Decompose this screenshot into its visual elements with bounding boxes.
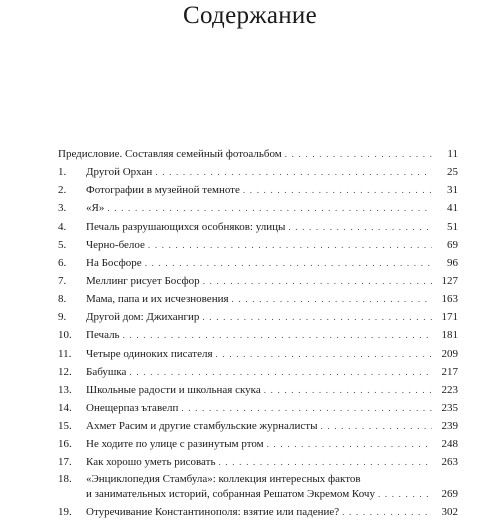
toc-entry-page: 171 — [441, 311, 458, 324]
dot-leader — [243, 181, 432, 199]
toc-entry-number: 17. — [58, 456, 72, 469]
toc-entry — [58, 453, 458, 471]
toc-entry-text: Предисловие. Составляя семейный фотоальбом — [58, 148, 282, 160]
toc-entry-number: 4. — [58, 220, 67, 233]
toc-entry-number: 2. — [58, 184, 67, 197]
dot-leader — [203, 272, 432, 290]
toc-entry-text: Не ходите по улице с разинутым ртом — [86, 438, 264, 451]
toc-entry — [58, 199, 458, 217]
toc-entry-page: 69 — [447, 238, 458, 251]
toc-entry-text: Ахмет Расим и другие стамбульские журналисты — [86, 420, 318, 433]
toc-entry — [58, 254, 458, 272]
toc-entry-number: 5. — [58, 238, 67, 251]
toc-entry-page: 248 — [441, 438, 458, 451]
toc-entry-text: На Босфоре — [86, 256, 142, 269]
toc-entry-number: 12. — [58, 365, 72, 378]
toc-entry — [58, 399, 458, 417]
toc-entry-text: Четыре одиноких писателя — [86, 347, 213, 360]
toc-entry-page: 239 — [441, 420, 458, 433]
toc-entry-page: 223 — [441, 383, 458, 396]
toc-entry — [58, 345, 458, 363]
toc-entry-text: Бабушка — [86, 365, 127, 378]
toc-entry-preface — [58, 145, 458, 163]
dot-leader — [145, 254, 432, 272]
toc-entry-text: Другой дом: Джихангир — [86, 311, 200, 324]
page-title: Содержание — [183, 2, 317, 29]
toc-entry — [58, 290, 458, 308]
toc-entry-text: Отуречивание Константинополя: взятие или падение? — [86, 506, 340, 519]
toc-entry-text: Школьные радости и школьная скука — [86, 383, 261, 396]
toc-entry-number: 13. — [58, 383, 72, 396]
toc-entry-number: 18. — [58, 472, 72, 485]
dot-leader — [285, 145, 432, 163]
toc-entry-page: 269 — [441, 488, 458, 501]
toc-entry — [58, 435, 458, 453]
toc-entry-number: 16. — [58, 438, 72, 451]
dot-leader — [202, 308, 432, 326]
toc-entry-text-line1: «Энциклопедия Стамбула»: коллекция интересных фактов — [86, 472, 361, 485]
toc-entry-text: Меллинг рисует Босфор — [86, 274, 200, 287]
toc-entry-page: 181 — [441, 329, 458, 342]
toc-entry-text: Как хорошо уметь рисовать — [86, 456, 216, 469]
dot-leader — [155, 163, 432, 181]
toc-entry-text: «Я» — [86, 202, 105, 215]
toc-entry-page: 127 — [441, 274, 458, 287]
toc-entry-text: Фотографии в музейной темноте — [86, 184, 240, 197]
toc-entry-text: Мама, папа и их исчезновения — [86, 293, 229, 306]
toc-entry — [58, 236, 458, 254]
toc-entry-text: Печаль — [86, 329, 120, 342]
dot-leader — [107, 199, 432, 217]
toc-entry-page: 163 — [441, 293, 458, 306]
dot-leader — [320, 417, 432, 435]
dot-leader — [123, 326, 432, 344]
toc-entry-number: 11. — [58, 347, 72, 360]
toc-entry — [58, 218, 458, 236]
toc-entry-text: Черно-белое — [86, 238, 145, 251]
dot-leader — [232, 290, 432, 308]
dot-leader — [288, 218, 432, 236]
dot-leader — [148, 236, 432, 254]
toc-entry-page: 209 — [441, 347, 458, 360]
toc-entry — [58, 308, 458, 326]
toc-entry-page: 31 — [447, 184, 458, 197]
toc-entry — [58, 272, 458, 290]
toc-entry — [58, 181, 458, 199]
dot-leader — [267, 435, 432, 453]
toc-entry-number: 19. — [58, 506, 72, 519]
toc-entry-number: 1. — [58, 166, 67, 179]
toc-entry — [58, 363, 458, 381]
toc-entry-number: 3. — [58, 202, 67, 215]
toc-entry — [58, 326, 458, 344]
toc-entry — [58, 417, 458, 435]
toc-entry-number: 14. — [58, 401, 72, 414]
toc-entry — [58, 381, 458, 399]
toc-entry-text: Печаль разрушающихся особняков: улицы — [86, 220, 286, 233]
dot-leader — [216, 345, 432, 363]
toc-entry-number: 10. — [58, 329, 72, 342]
toc-entry-number: 9. — [58, 311, 67, 324]
toc-entry-number: 15. — [58, 420, 72, 433]
dot-leader — [342, 503, 432, 521]
dot-leader — [264, 381, 432, 399]
toc-entry-text: Онещерпаз ътавелп — [86, 401, 179, 414]
toc-entry-page: 217 — [441, 365, 458, 378]
toc-entry — [58, 163, 458, 181]
dot-leader — [378, 486, 432, 503]
toc-entry-page: 235 — [441, 401, 458, 414]
toc-entry-page: 302 — [441, 506, 458, 519]
table-of-contents — [58, 145, 458, 521]
toc-entry-text: Другой Орхан — [86, 166, 153, 179]
toc-entry-text-line2: и занимательных историй, собранная Решатом Экремом Кочу — [86, 488, 375, 501]
toc-entry-page: 96 — [447, 256, 458, 269]
toc-entry-page: 25 — [447, 166, 458, 179]
toc-entry-page: 263 — [441, 456, 458, 469]
toc-entry-18 — [58, 472, 458, 504]
dot-leader — [129, 363, 432, 381]
toc-entry-number: 6. — [58, 256, 67, 269]
toc-entry-number: 8. — [58, 293, 67, 306]
toc-entry-page: 51 — [447, 220, 458, 233]
toc-entry-page: 11 — [447, 148, 458, 160]
toc-entry-page: 41 — [447, 202, 458, 215]
dot-leader — [218, 453, 432, 471]
toc-entry-19 — [58, 503, 458, 521]
dot-leader — [181, 399, 432, 417]
toc-entry-number: 7. — [58, 274, 67, 287]
